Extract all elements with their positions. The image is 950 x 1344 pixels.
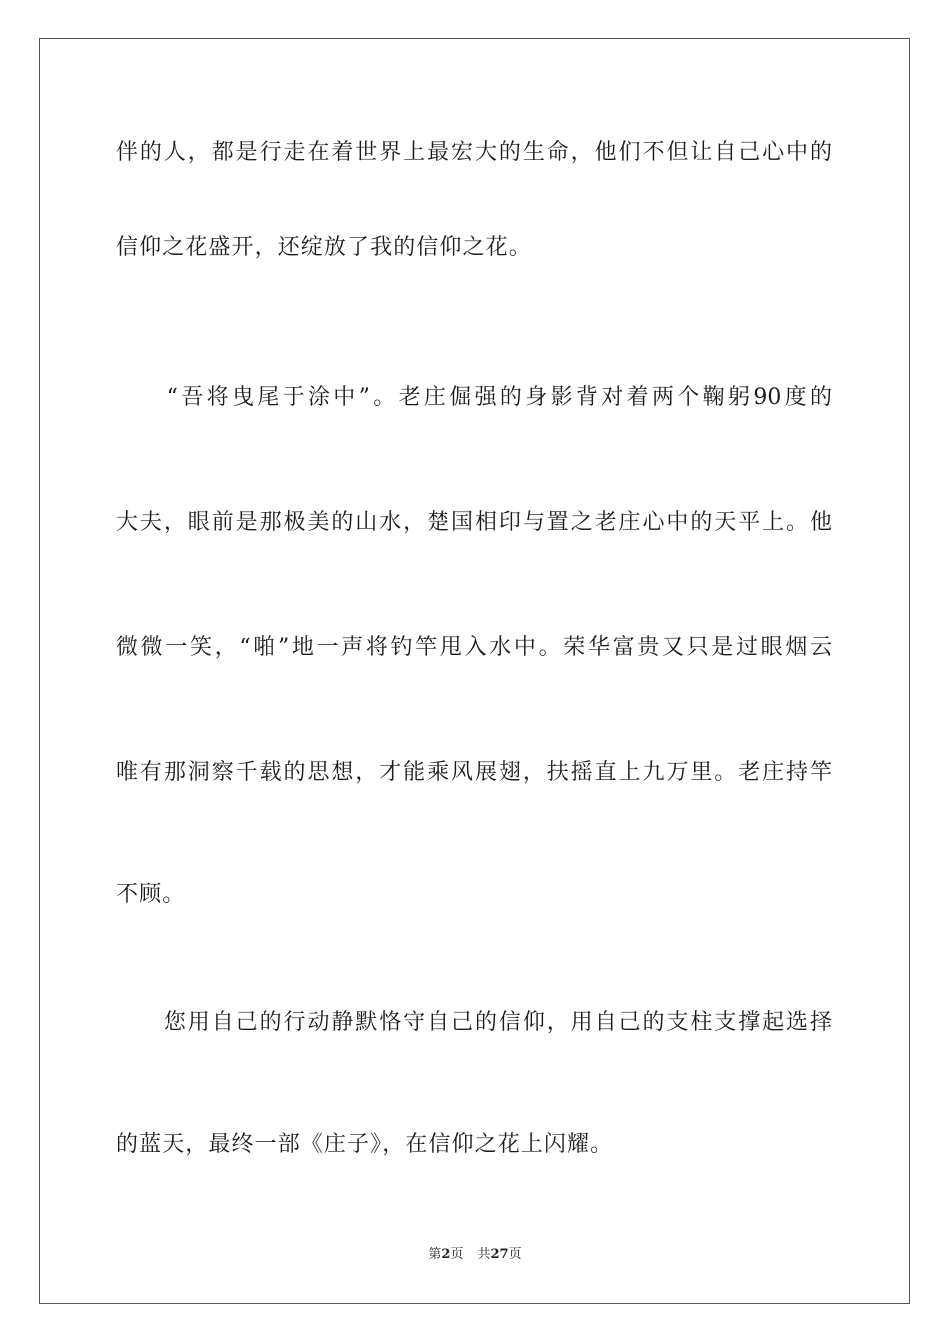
footer-total-prefix: 共 bbox=[477, 1247, 491, 1262]
text-line: 您用自己的行动静默恪守自己的信仰，用自己的支柱支撑起选择 bbox=[116, 1010, 832, 1035]
page-frame bbox=[39, 38, 910, 1304]
text-line: 伴的人，都是行走在着世界上最宏大的生命，他们不但让自己心中的 bbox=[116, 140, 832, 165]
text-line: 信仰之花盛开，还绽放了我的信仰之花。 bbox=[116, 235, 532, 260]
text-line: 唯有那洞察千载的思想，才能乘风展翅，扶摇直上九万里。老庄持竿 bbox=[116, 760, 832, 785]
footer-total-pages: 27 bbox=[490, 1247, 509, 1262]
footer-page-suffix: 页 bbox=[450, 1247, 464, 1262]
text-line: “吾将曳尾于涂中”。老庄倔强的身影背对着两个鞠躬90度的 bbox=[116, 385, 832, 410]
page-footer bbox=[0, 1246, 950, 1264]
footer-total-suffix: 页 bbox=[508, 1247, 522, 1262]
footer-page-prefix: 第 bbox=[428, 1247, 442, 1262]
text-line: 微微一笑，“啪”地一声将钓竿甩入水中。荣华富贵又只是过眼烟云 bbox=[116, 635, 832, 660]
footer-page-number: 2 bbox=[441, 1247, 451, 1262]
text-line: 不顾。 bbox=[116, 882, 186, 907]
text-line: 的蓝天，最终一部《庄子》，在信仰之花上闪耀。 bbox=[116, 1132, 614, 1157]
text-line: 大夫，眼前是那极美的山水，楚国相印与置之老庄心中的天平上。他 bbox=[116, 510, 832, 535]
